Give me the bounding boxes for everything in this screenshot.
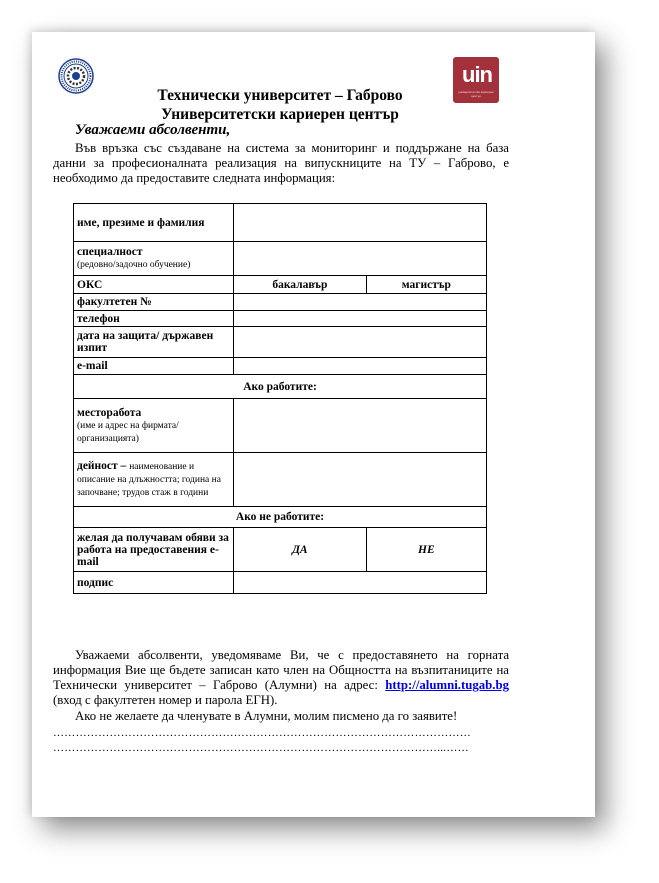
alumni-link[interactable]: http://alumni.tugab.bg xyxy=(385,678,509,692)
career-center-logo-caption: университетски кариерен център xyxy=(458,90,494,98)
bachelor-option[interactable]: бакалавър xyxy=(234,276,367,294)
opt-out-text: Ако не желаете да членувате в Алумни, молим писмено да го заявите! xyxy=(75,709,458,723)
salutation: Уважаеми абсолвенти, xyxy=(75,122,231,138)
dotted-line-1: ………………………………………………………………………………………………… xyxy=(53,727,472,739)
job-offers-label: желая да получавам обяви за работа на предоставения e-mail xyxy=(74,528,234,572)
workplace-note: (име и адрес на фирмата/организацията) xyxy=(77,420,179,444)
name-field[interactable] xyxy=(234,204,487,242)
closing-login-note: (вход с факултетен номер и парола ЕГН). xyxy=(53,693,278,707)
no-option[interactable]: НЕ xyxy=(366,528,486,572)
university-seal-icon xyxy=(58,58,94,94)
activity-label: дейност – xyxy=(77,460,127,472)
career-center-logo-mark: uin xyxy=(462,62,492,87)
signature-field[interactable] xyxy=(234,572,487,594)
defense-date-label: дата на защита/ държавен изпит xyxy=(74,327,234,358)
intro-text: Във връзка със създаване на система за мониторинг и поддържане на база данни за професионалната реализация на випускниците на ТУ – Габрово, е необходимо да предоставите следната информация: xyxy=(53,141,509,185)
phone-field[interactable] xyxy=(234,311,487,327)
activity-note: наименование и описание на длъжността; година на започване; трудов стаж в години xyxy=(77,462,221,498)
career-center-logo xyxy=(453,57,499,103)
name-label: име, презиме и фамилия xyxy=(74,204,234,242)
specialty-label-cell xyxy=(74,242,234,276)
faculty-no-label: факултетен № xyxy=(74,294,234,311)
university-title: Технически университет – Габрово xyxy=(157,87,403,104)
specialty-note: (редовно/задочно обучение) xyxy=(77,260,191,270)
if-not-working-heading: Ако не работите: xyxy=(74,507,487,528)
intro-paragraph xyxy=(53,141,509,186)
closing-paragraph xyxy=(53,648,509,708)
email-label: e-mail xyxy=(74,358,234,375)
if-working-heading: Ако работите: xyxy=(74,375,487,399)
master-option[interactable]: магистър xyxy=(366,276,486,294)
career-center-title: Университетски кариерен център xyxy=(161,106,399,123)
closing-text: Уважаеми абсолвенти, уведомяваме Ви, че с предоставянето на горната информация Вие ще бъдете записан като член на Общността на възпитаниците на Технически университет – Габрово (Алумни) на адрес: xyxy=(53,648,509,692)
faculty-no-field[interactable] xyxy=(234,294,487,311)
oks-label: ОКС xyxy=(74,276,234,294)
defense-date-field[interactable] xyxy=(234,327,487,358)
activity-field[interactable] xyxy=(234,453,487,507)
workplace-label: месторабота xyxy=(77,406,142,419)
email-field[interactable] xyxy=(234,358,487,375)
graduate-form-table xyxy=(73,203,487,594)
yes-option[interactable]: ДА xyxy=(234,528,367,572)
opt-out-paragraph xyxy=(53,709,509,724)
specialty-field[interactable] xyxy=(234,242,487,276)
workplace-field[interactable] xyxy=(234,399,487,453)
dotted-line-2: …………………………………………………………………………………………...…… xyxy=(53,742,469,754)
signature-label: подпис xyxy=(74,572,234,594)
phone-label: телефон xyxy=(74,311,234,327)
activity-label-cell xyxy=(74,453,234,507)
workplace-label-cell xyxy=(74,399,234,453)
specialty-label: специалност xyxy=(77,246,143,258)
